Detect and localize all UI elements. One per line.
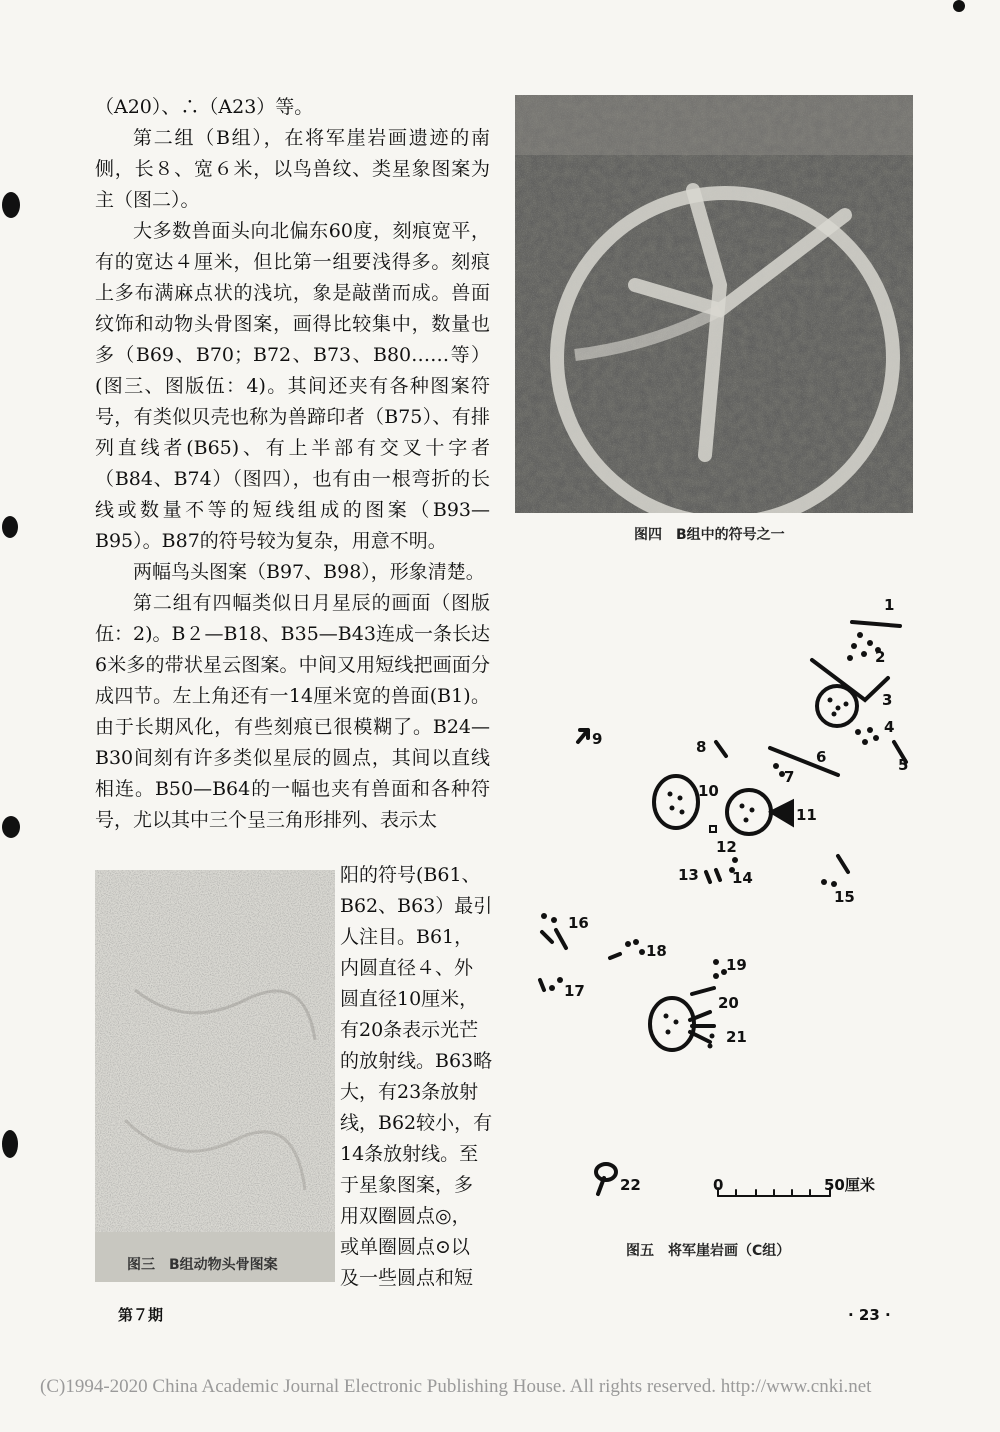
label-14: 14 bbox=[732, 869, 753, 887]
paragraph-2: 第二组（B组），在将军崖岩画遗迹的南侧，长８、宽６米，以鸟兽纹、类星象图案为主（图二）。 bbox=[95, 127, 490, 211]
scan-mark bbox=[2, 816, 20, 838]
label-3: 3 bbox=[882, 691, 893, 709]
petroglyph-1 bbox=[852, 622, 900, 626]
wrap-line: 圆直径10厘米， bbox=[340, 988, 479, 1010]
label-16: 16 bbox=[568, 914, 589, 932]
petroglyph-8 bbox=[716, 742, 726, 756]
wrap-line: 有20条表示光芒 bbox=[340, 1019, 479, 1041]
petroglyph-15 bbox=[821, 856, 848, 887]
paragraph-5: 第二组有四幅类似日月星辰的画面（图版伍：2)。B２—B18、B35—B43连成一条长达6米多的带状星云图案。中间又用短线把画面分成四节。左上角还有一14厘米宽的兽面(B1)。由于长期风化，有些刻痕已很模糊了。B24—B30间刻有许多类似星辰的圆点，其间以直线相连。B50—B64的一幅也夹有兽面和各种符号，尤以其中三个呈三角形排列、表示太 bbox=[95, 592, 490, 831]
petroglyph-22 bbox=[596, 1164, 616, 1194]
figure-3-photo bbox=[95, 870, 335, 1282]
label-4: 4 bbox=[884, 718, 895, 736]
wrap-line: 人注目。B61， bbox=[340, 926, 474, 948]
wrap-line: B62、B63）最引 bbox=[340, 895, 493, 917]
petroglyph-3 bbox=[812, 660, 888, 726]
label-15: 15 bbox=[834, 888, 855, 906]
petroglyph-12 bbox=[710, 826, 716, 832]
wrap-line: 或单圈圆点⊙以 bbox=[340, 1236, 470, 1258]
label-13: 13 bbox=[678, 866, 699, 884]
scan-mark bbox=[2, 516, 18, 538]
petroglyph-10 bbox=[654, 776, 698, 828]
petroglyph-16 bbox=[541, 913, 566, 948]
petroglyph-21 bbox=[650, 998, 715, 1050]
petroglyph-18 bbox=[610, 939, 645, 958]
wrap-line: 14条放射线。至 bbox=[340, 1143, 479, 1165]
wrap-line: 大，有23条放射 bbox=[340, 1081, 479, 1103]
wrap-text-column bbox=[340, 860, 493, 1294]
label-6: 6 bbox=[816, 748, 827, 766]
label-17: 17 bbox=[564, 982, 585, 1000]
figure-4-photo bbox=[515, 95, 913, 513]
label-11: 11 bbox=[796, 806, 817, 824]
petroglyph-19 bbox=[713, 959, 727, 979]
label-1: 1 bbox=[884, 596, 895, 614]
wrap-line: 线，B62较小，有 bbox=[340, 1112, 493, 1134]
paragraph-3: 大多数兽面头向北偏东60度，刻痕宽平，有的宽达４厘米，但比第一组要浅得多。刻痕上多布满麻点状的浅坑，象是敲凿而成。兽面纹饰和动物头骨图案，画得比较集中，数量也多（B69、B70；B72、B73、B80……等）(图三、图版伍：4)。其间还夹有各种图案符号，有类似贝壳也称为兽蹄印者（B75）、有排列直线者(B65)、有上半部有交叉十字者（B84、B74）（图四），也有由一根弯折的长线或数量不等的短线组成的图案（B93—B95）。B87的符号较为复杂，用意不明。 bbox=[95, 220, 490, 552]
wrap-line: 用双圈圆点◎， bbox=[340, 1205, 471, 1227]
scale-bar bbox=[718, 1188, 830, 1196]
wrap-line: 的放射线。B63略 bbox=[340, 1050, 493, 1072]
label-22: 22 bbox=[620, 1176, 641, 1194]
label-18: 18 bbox=[646, 942, 667, 960]
petroglyph-17 bbox=[540, 977, 563, 991]
figure-4-caption: 图四 B组中的符号之一 bbox=[634, 527, 785, 543]
petroglyph-20 bbox=[692, 988, 714, 994]
petroglyph-9 bbox=[578, 730, 588, 742]
label-9: 9 bbox=[592, 730, 603, 748]
copyright-notice: (C)1994-2020 China Academic Journal Electronic Publishing House. All rights reserved. http://www.cnki.net bbox=[40, 1376, 872, 1397]
label-20: 20 bbox=[718, 994, 739, 1012]
wrap-line: 阳的符号(B61、 bbox=[340, 864, 481, 886]
label-19: 19 bbox=[726, 956, 747, 974]
petroglyph-13 bbox=[706, 870, 720, 882]
label-2: 2 bbox=[875, 648, 886, 666]
wrap-line: 于星象图案，多 bbox=[340, 1174, 474, 1196]
paragraph-4: 两幅鸟头图案（B97、B98），形象清楚。 bbox=[133, 561, 485, 583]
page-number: · 23 · bbox=[848, 1306, 891, 1324]
wrap-line: 及一些圆点和短 bbox=[340, 1267, 474, 1289]
figure-5-caption: 图五 将军崖岩画（C组） bbox=[626, 1243, 791, 1259]
scale-start-label: 0 bbox=[713, 1176, 724, 1194]
label-10: 10 bbox=[698, 782, 719, 800]
scale-end-label: 50厘米 bbox=[824, 1176, 875, 1194]
petroglyph-11 bbox=[727, 790, 792, 834]
petroglyph-4 bbox=[855, 727, 879, 745]
wrap-line: 内圆直径４、外 bbox=[340, 957, 474, 979]
scan-mark bbox=[2, 192, 20, 218]
scan-mark bbox=[2, 1130, 18, 1158]
label-21: 21 bbox=[726, 1028, 747, 1046]
paragraph-1: （A20）、∴（A23）等。 bbox=[95, 96, 314, 118]
figure-5-drawing bbox=[520, 580, 920, 1220]
label-5: 5 bbox=[898, 756, 909, 774]
figure-4-rock-carving bbox=[515, 95, 913, 513]
label-7: 7 bbox=[784, 768, 795, 786]
label-12: 12 bbox=[716, 838, 737, 856]
scan-mark bbox=[953, 0, 965, 12]
figure-3-caption: 图三 B组动物头骨图案 bbox=[127, 1257, 278, 1273]
label-8: 8 bbox=[696, 738, 707, 756]
body-column bbox=[95, 92, 490, 836]
petroglyph-6 bbox=[770, 748, 838, 775]
figure-3-texture bbox=[95, 870, 335, 1282]
issue-label: 第７期 bbox=[118, 1306, 164, 1324]
